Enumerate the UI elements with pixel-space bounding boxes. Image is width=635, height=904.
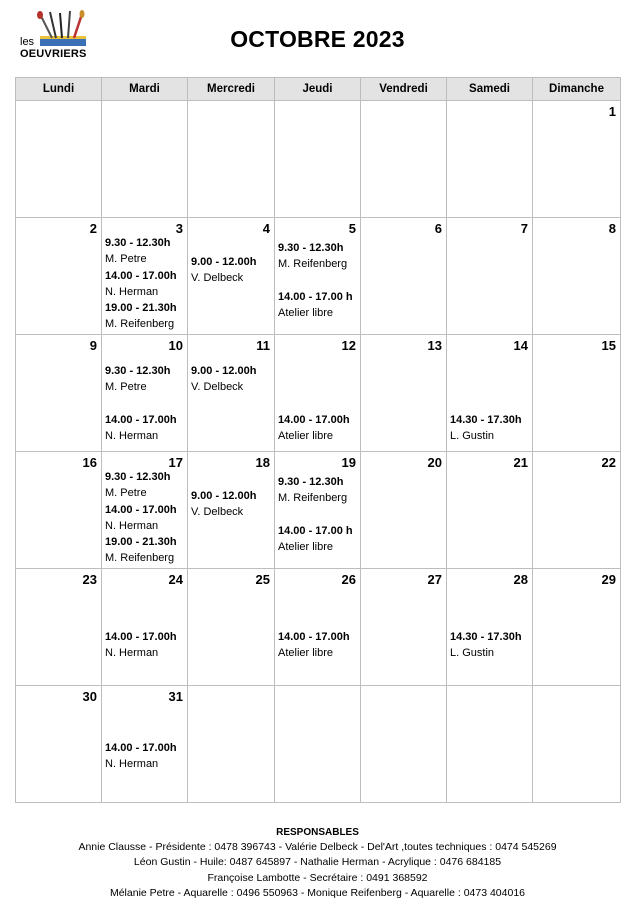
event-time: 14.00 - 17.00h [105, 269, 177, 282]
event-time: 9.30 - 12.30h [105, 471, 171, 483]
event-time: 14.00 - 17.00h [105, 503, 177, 516]
day-cell [16, 569, 102, 686]
day-number: 14 [513, 338, 528, 353]
day-cell [533, 569, 621, 686]
event-time: 14.00 - 17.00h [105, 631, 177, 643]
day-number: 8 [608, 221, 616, 236]
weekday-header: Samedi [447, 78, 533, 101]
day-number: 9 [89, 338, 97, 353]
day-number: 22 [601, 455, 616, 470]
event-list [105, 235, 185, 333]
event-instructor: M. Petre [105, 381, 147, 394]
day-cell [447, 569, 533, 686]
page-title: OCTOBRE 2023 [230, 26, 405, 52]
day-cell [361, 218, 447, 335]
event-time: 9.00 - 12.00h [191, 490, 257, 502]
day-cell [16, 218, 102, 335]
weekday-header: Jeudi [275, 78, 361, 101]
day-cell [16, 101, 102, 218]
event-list [191, 488, 272, 521]
day-number: 21 [513, 455, 528, 470]
day-cell [361, 569, 447, 686]
event-instructor: M. Petre [105, 487, 147, 500]
day-number: 23 [82, 572, 97, 587]
event-time: 14.00 - 17.00h [278, 631, 350, 643]
event-time: 9.30 - 12.30h [278, 476, 344, 488]
day-cell [102, 686, 188, 803]
event-list [278, 474, 358, 555]
day-cell [188, 686, 275, 803]
weekday-header-row [16, 78, 621, 101]
day-number: 29 [601, 572, 616, 587]
event-list [105, 363, 185, 444]
logo-les: les [20, 36, 35, 48]
day-number: 6 [434, 221, 442, 236]
event-time: 9.00 - 12.00h [191, 256, 257, 268]
event-instructor: Atelier libre [278, 540, 334, 553]
day-cell [16, 452, 102, 569]
event-list [450, 412, 530, 445]
event-time: 14.00 - 17.00h [278, 414, 350, 426]
day-cell [447, 218, 533, 335]
event-instructor: Atelier libre [278, 647, 334, 660]
event-instructor: N. Herman [105, 429, 159, 442]
day-cell [447, 101, 533, 218]
day-cell [447, 452, 533, 569]
week-row [16, 452, 621, 569]
day-number: 5 [348, 221, 356, 236]
event-instructor: M. Reifenberg [278, 258, 348, 271]
event-instructor: V. Delbeck [191, 506, 244, 519]
day-number: 26 [341, 572, 356, 587]
day-cell [102, 452, 188, 569]
day-cell [188, 101, 275, 218]
day-number: 30 [82, 689, 97, 704]
day-number: 11 [256, 338, 270, 353]
day-cell [361, 452, 447, 569]
event-instructor: N. Herman [105, 519, 159, 532]
event-instructor: L. Gustin [450, 430, 495, 443]
event-list [191, 363, 272, 396]
day-cell [361, 686, 447, 803]
event-instructor: M. Petre [105, 253, 147, 266]
day-cell [447, 335, 533, 452]
event-instructor: Atelier libre [278, 306, 334, 319]
event-list [278, 240, 358, 321]
day-number: 1 [608, 104, 616, 119]
footer-heading: RESPONSABLES [276, 827, 359, 838]
event-list [278, 629, 358, 662]
day-cell [16, 335, 102, 452]
event-instructor: N. Herman [105, 647, 159, 660]
day-cell [275, 452, 361, 569]
week-row [16, 101, 621, 218]
event-time: 14.00 - 17.00h [105, 413, 177, 426]
day-number: 20 [427, 455, 442, 470]
day-cell [16, 686, 102, 803]
day-cell [102, 569, 188, 686]
event-time: 14.30 - 17.30h [450, 631, 522, 643]
event-instructor: V. Delbeck [191, 272, 244, 285]
event-instructor: M. Reifenberg [105, 318, 175, 331]
day-number: 16 [82, 455, 97, 470]
event-list [105, 629, 185, 662]
day-cell [533, 335, 621, 452]
weekday-header: Mercredi [188, 78, 275, 101]
event-list [105, 469, 185, 567]
day-number: 13 [427, 338, 442, 353]
event-time: 9.00 - 12.00h [191, 365, 257, 377]
event-time: 9.30 - 12.30h [278, 242, 344, 254]
day-cell [275, 218, 361, 335]
responsables-footer [0, 825, 635, 901]
day-number: 4 [262, 221, 270, 236]
day-cell [102, 218, 188, 335]
event-list [278, 412, 358, 445]
day-cell [533, 452, 621, 569]
day-cell [275, 335, 361, 452]
week-row [16, 335, 621, 452]
weekday-header: Vendredi [361, 78, 447, 101]
event-time: 9.30 - 12.30h [105, 365, 171, 377]
day-number: 3 [175, 221, 183, 236]
day-cell [102, 101, 188, 218]
day-cell [533, 101, 621, 218]
day-number: 24 [168, 572, 183, 587]
day-cell [533, 218, 621, 335]
day-cell [533, 686, 621, 803]
day-number: 28 [513, 572, 528, 587]
day-number: 25 [255, 572, 270, 587]
day-number: 7 [520, 221, 528, 236]
event-instructor: M. Reifenberg [278, 492, 348, 505]
footer-line: Mélanie Petre - Aquarelle : 0496 550963 - Monique Reifenberg - Aquarelle : 0473 404016 [109, 886, 526, 899]
day-cell [188, 218, 275, 335]
event-time: 14.00 - 17.00 h [278, 290, 353, 303]
day-number: 17 [168, 455, 183, 470]
footer-line: Annie Clausse - Présidente : 0478 396743 - Valérie Delbeck - Del'Art ,toutes techniques : 0474 545269 [78, 841, 557, 854]
day-cell [275, 569, 361, 686]
day-cell [188, 452, 275, 569]
day-number: 18 [255, 455, 270, 470]
calendar-table [15, 77, 621, 803]
day-number: 15 [601, 338, 616, 353]
footer-line: Françoise Lambotte - Secrétaire : 0491 368592 [207, 871, 428, 884]
day-cell [188, 569, 275, 686]
weekday-header: Dimanche [533, 78, 621, 101]
day-number: 19 [341, 455, 356, 470]
footer-line: Léon Gustin - Huile: 0487 645897 - Nathalie Herman - Acrylique : 0476 684185 [133, 856, 502, 869]
day-cell [275, 686, 361, 803]
day-number: 10 [168, 338, 183, 353]
event-instructor: V. Delbeck [191, 381, 244, 394]
weekday-header: Mardi [102, 78, 188, 101]
event-time: 14.00 - 17.00h [105, 742, 177, 754]
event-time: 14.30 - 17.30h [450, 414, 522, 426]
day-cell [447, 686, 533, 803]
day-number: 12 [341, 338, 356, 353]
event-time: 14.00 - 17.00 h [278, 524, 353, 537]
day-cell [275, 101, 361, 218]
event-instructor: Atelier libre [278, 430, 334, 443]
event-list [450, 629, 530, 662]
day-cell [361, 101, 447, 218]
event-list [105, 740, 185, 773]
week-row [16, 569, 621, 686]
event-instructor: M. Reifenberg [105, 552, 175, 565]
event-instructor: N. Herman [105, 285, 159, 298]
week-row [16, 218, 621, 335]
logo-name: OEUVRIERS [20, 48, 87, 60]
event-list [191, 254, 272, 287]
event-instructor: L. Gustin [450, 647, 495, 660]
weekday-header: Lundi [16, 78, 102, 101]
calendar-body [16, 101, 621, 803]
event-instructor: N. Herman [105, 758, 159, 771]
event-time: 19.00 - 21.30h [105, 536, 177, 549]
day-cell [188, 335, 275, 452]
day-cell [361, 335, 447, 452]
day-number: 27 [427, 572, 442, 587]
day-cell [102, 335, 188, 452]
day-number: 31 [168, 689, 183, 704]
week-row [16, 686, 621, 803]
event-time: 19.00 - 21.30h [105, 302, 177, 315]
day-number: 2 [89, 221, 97, 236]
event-time: 9.30 - 12.30h [105, 237, 171, 249]
